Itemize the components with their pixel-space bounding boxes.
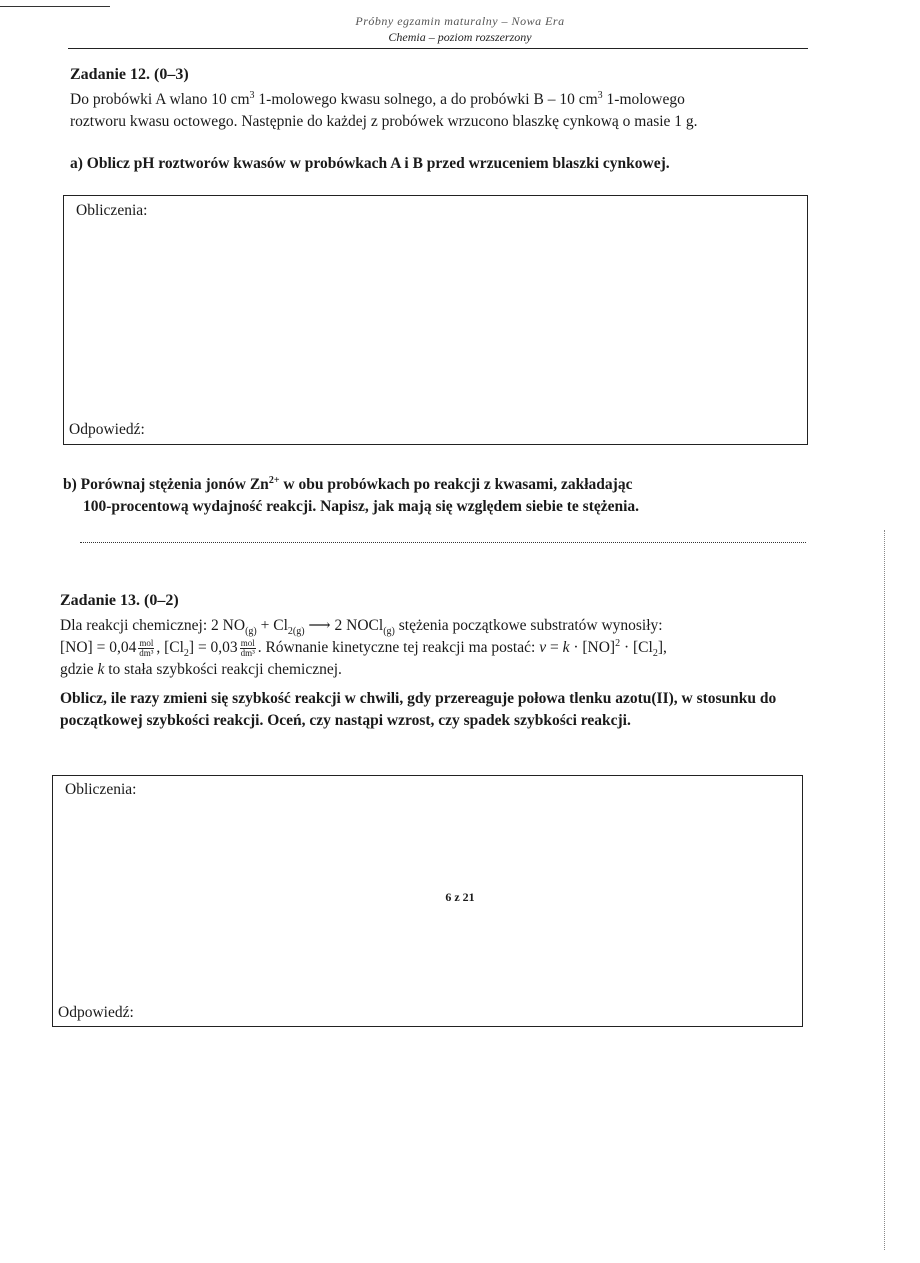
page-number: 6 z 21: [445, 890, 475, 904]
unit-fraction: $\frac{\text{mol}}{\text{dm³}}$: [240, 637, 255, 658]
task13-title: Zadanie 13. (0–2): [60, 592, 179, 609]
corner-rule: [0, 6, 110, 7]
task12-answer-box[interactable]: [63, 195, 808, 445]
task13-intro: Dla reakcji chemicznej: 2 $NO_{(g)} + Cl_{2(g)}$ ⟶ 2 NOCl$_{(g)}$ stężenia początkowe substratów wynosiły: [NO] = 0,04 $\frac{\text{mol}}{\text{dm³}}$ , $[Cl_2] = 0,03$ $\frac{\text{mol}}{\text{dm³}}$ . Równanie kinetyczne tej reakcji ma postać: $v = k \cdot [NO]^2 \cdot [Cl_2]$, gdzie k to stała szybkości reakcji chemicznej.: [60, 617, 667, 678]
task12-part-b: b) Porównaj stężenia jonów $Zn^{2+}$ w obu probówkach po reakcji z kwasami, zakładając 100-procentową wydajność reakcji. Napisz, jak mają się względem siebie te stężenia.: [63, 474, 640, 515]
task12-answer-label: Odpowiedź:: [69, 421, 145, 438]
task12-part-a: a) Oblicz pH roztworów kwasów w probówkach A i B przed wrzuceniem blaszki cynkowej.: [70, 155, 670, 172]
task13-answer-label: Odpowiedź:: [58, 1004, 134, 1021]
unit-fraction: $\frac{\text{mol}}{\text{dm³}}$: [139, 637, 154, 658]
task12-title: Zadanie 12. (0–3): [70, 66, 189, 83]
header-exam-title: Próbny egzamin maturalny – Nowa Era: [355, 14, 565, 28]
header-subject: Chemia – poziom rozszerzony: [388, 30, 532, 44]
task12-calc-label: Obliczenia:: [76, 202, 148, 219]
task13-question: Oblicz, ile razy zmieni się szybkość reakcji w chwili, gdy przereaguje połowa tlenku azotu(II), w stosunku do początkowej szybkości reakcji. Oceń, czy nastąpi wzrost, czy spadek szybkości reakcji.: [60, 690, 777, 729]
header-divider: [68, 48, 808, 49]
task12-intro: Do probówki A wlano 10 $cm^3$ 1-molowego kwasu solnego, a do probówki B – 10 $cm^3$ 1-molowego roztworu kwasu octowego. Następnie do każdej z probówek wrzucono blaszkę cynkową o masie 1 g.: [70, 89, 698, 130]
task12-answer-line[interactable]: [80, 542, 806, 543]
task13-calc-label: Obliczenia:: [65, 781, 137, 798]
